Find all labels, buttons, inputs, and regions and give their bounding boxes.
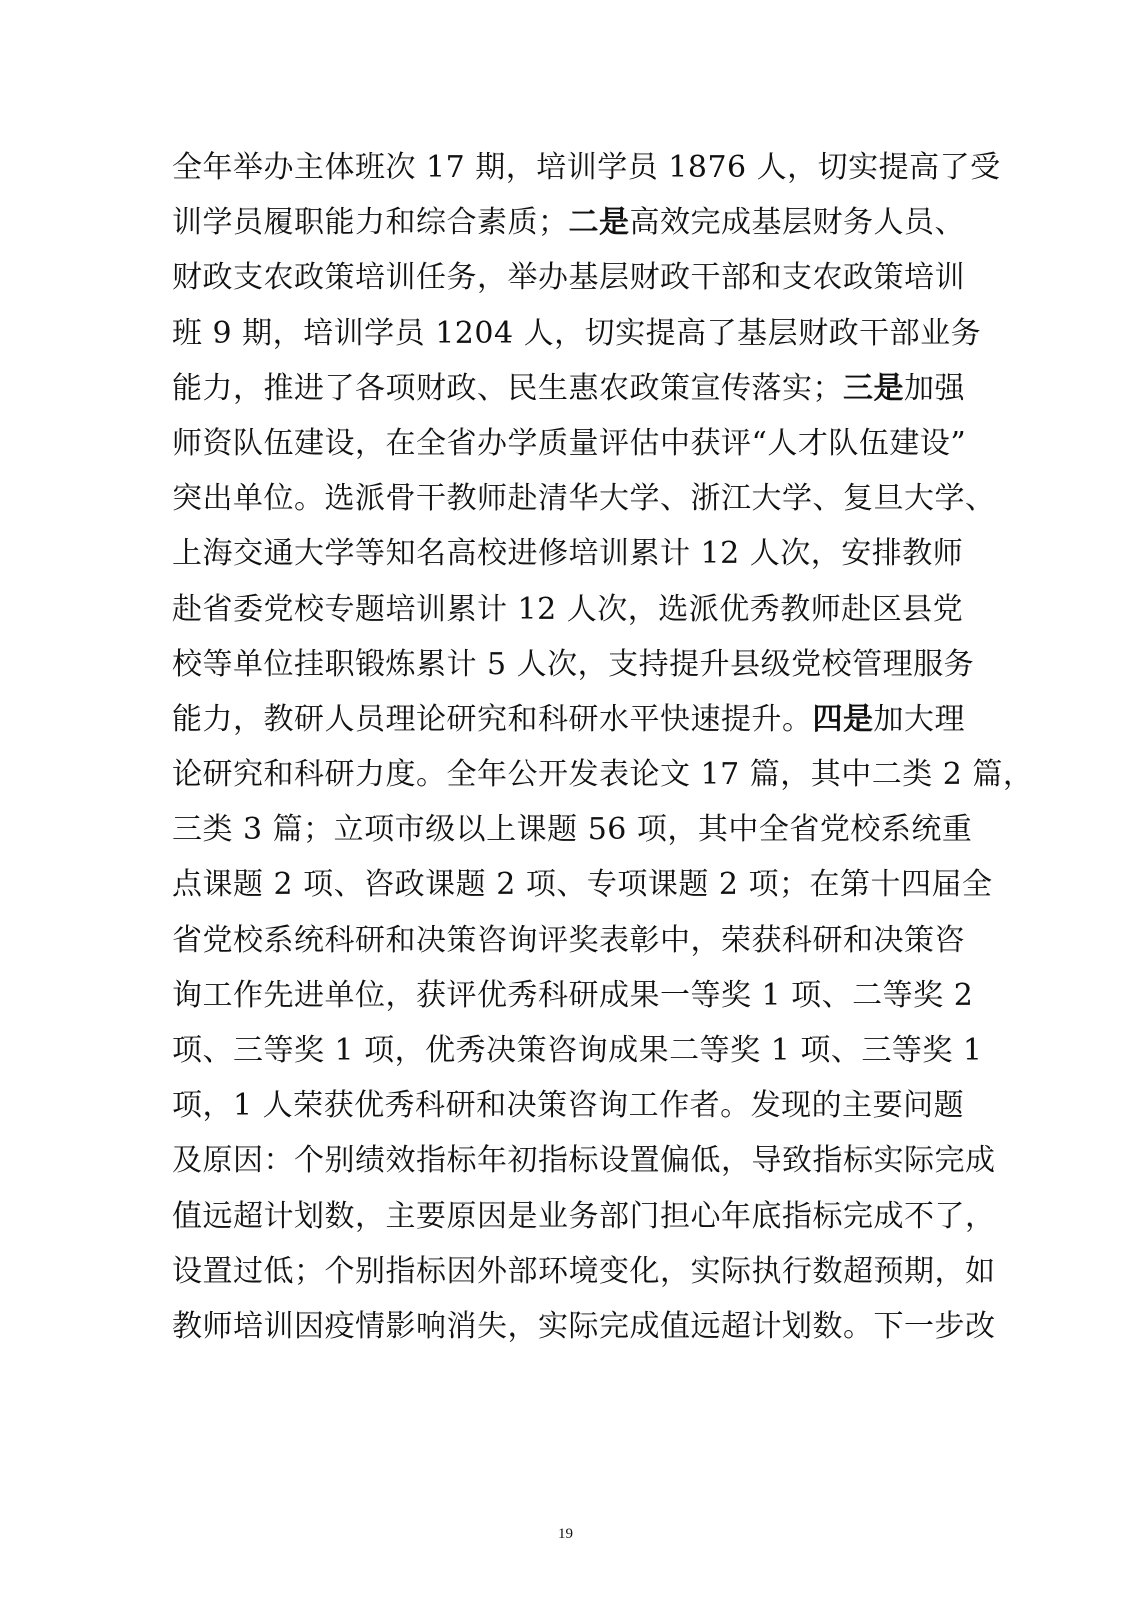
text-line: [172, 1133, 996, 1188]
text-segment: 师资队伍建设，在全省办学质量评估中获评“人才队伍建设”: [172, 425, 967, 461]
text-line: [172, 1299, 996, 1354]
bold-text-segment: 三是: [843, 370, 904, 406]
text-line: [172, 1078, 972, 1133]
text-segment: 高效完成基层财务人员、: [629, 205, 965, 241]
text-line: [172, 250, 972, 305]
text-segment: 询工作先进单位，获评优秀科研成果一等奖 1 项、二等奖 2: [172, 977, 974, 1013]
body-text: [172, 140, 1034, 1354]
text-line: [172, 306, 982, 361]
text-segment: 加强: [904, 370, 965, 406]
text-line: [172, 802, 972, 857]
text-line: [172, 1189, 996, 1244]
page-number: 19: [558, 1526, 573, 1542]
text-segment: 上海交通大学等知名高校进修培训累计 12 人次，安排教师: [172, 536, 964, 572]
text-line: [172, 361, 972, 416]
text-line: [172, 140, 1001, 195]
text-segment: 项，1 人荣获优秀科研和决策咨询工作者。发现的主要问题: [172, 1088, 965, 1124]
text-segment: 设置过低；个别指标因外部环境变化，实际执行数超预期，如: [172, 1253, 996, 1289]
text-segment: 能力，推进了各项财政、民生惠农政策宣传落实；: [172, 370, 843, 406]
text-segment: 突出单位。选派骨干教师赴清华大学、浙江大学、复旦大学、: [172, 481, 996, 517]
text-segment: 班 9 期，培训学员 1204 人，切实提高了基层财政干部业务: [172, 315, 982, 351]
text-line: [172, 1023, 983, 1078]
bold-text-segment: 四是: [812, 701, 874, 737]
text-segment: 加大理: [873, 701, 965, 737]
text-line: [172, 637, 975, 692]
text-segment: 论研究和科研力度。全年公开发表论文 17 篇，其中二类 2 篇，: [172, 757, 1034, 793]
text-segment: 教师培训因疫情影响消失，实际完成值远超计划数。下一步改: [172, 1308, 996, 1344]
text-segment: 点课题 2 项、咨政课题 2 项、专项课题 2 项；在第十四届全: [172, 867, 993, 903]
text-segment: 三类 3 篇；立项市级以上课题 56 项，其中全省党校系统重: [172, 812, 973, 848]
text-segment: 项、三等奖 1 项，优秀决策咨询成果二等奖 1 项、三等奖 1: [172, 1033, 983, 1068]
text-line: [172, 526, 972, 581]
text-segment: 财政支农政策培训任务，举办基层财政干部和支农政策培训: [172, 260, 965, 296]
text-line: [172, 416, 972, 471]
text-segment: 能力，教研人员理论研究和科研水平快速提升。: [172, 701, 813, 737]
text-line: [172, 968, 972, 1023]
text-line: [172, 913, 972, 968]
text-line: [172, 195, 972, 250]
text-line: [172, 692, 972, 747]
text-segment: 校等单位挂职锻炼累计 5 人次，支持提升县级党校管理服务: [172, 646, 975, 682]
text-line: [172, 857, 993, 912]
text-line: [172, 747, 1034, 802]
text-line: [172, 1244, 996, 1299]
bold-text-segment: 二是: [568, 205, 630, 241]
text-line: [172, 471, 996, 526]
text-line: [172, 582, 972, 637]
text-segment: 全年举办主体班次 17 期，培训学员 1876 人，切实提高了受: [172, 150, 1001, 185]
text-segment: 训学员履职能力和综合素质；: [172, 205, 569, 241]
text-segment: 值远超计划数，主要原因是业务部门担心年底指标完成不了，: [172, 1198, 996, 1234]
text-segment: 及原因：个别绩效指标年初指标设置偏低，导致指标实际完成: [172, 1143, 996, 1179]
text-segment: 省党校系统科研和决策咨询评奖表彰中，荣获科研和决策咨: [172, 922, 965, 958]
text-segment: 赴省委党校专题培训累计 12 人次，选派优秀教师赴区县党: [172, 591, 964, 627]
